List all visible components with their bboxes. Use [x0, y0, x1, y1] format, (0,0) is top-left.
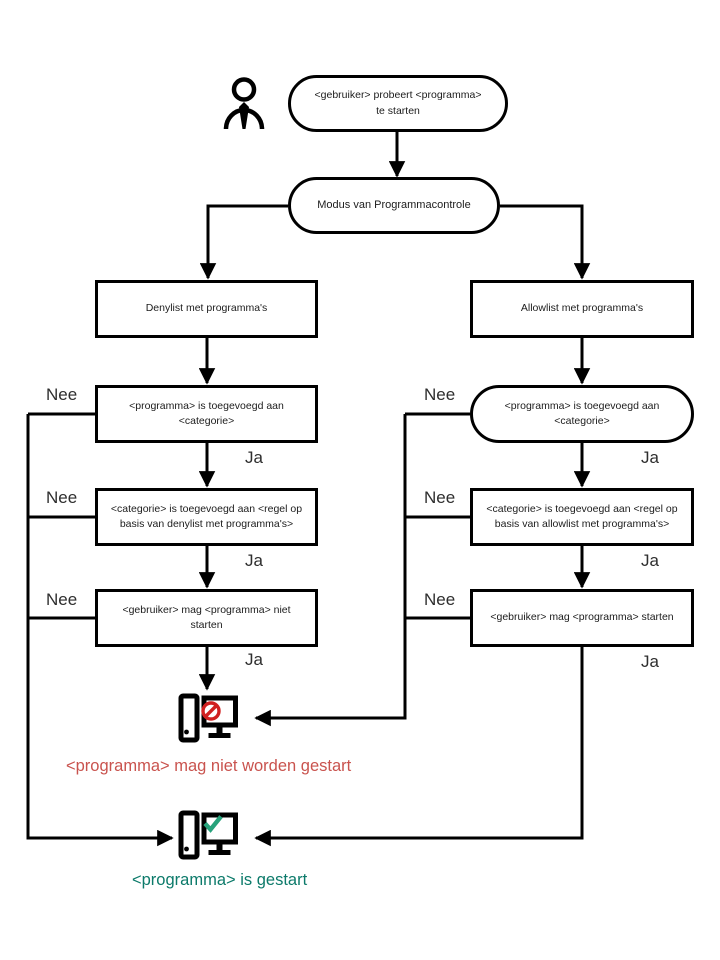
- node-deny-category-in-rule-label: <categorie> is toegevoegd aan <regel op basis van denylist met programma's>: [110, 502, 303, 530]
- node-mode: [288, 177, 500, 234]
- node-denylist-label: Denylist met programma's: [145, 302, 268, 315]
- node-allow-program-in-category-label: <programma> is toegevoegd aan <categorie>: [504, 399, 660, 427]
- node-denylist: [95, 280, 318, 338]
- prohibition-icon: [203, 703, 219, 719]
- edge-label-nee-allow-3: Nee: [424, 590, 456, 609]
- node-allow-user-verdict-label: <gebruiker> mag <programma> starten: [490, 611, 674, 624]
- node-deny-user-verdict: [95, 589, 318, 647]
- edge-label-ja-deny-1: Ja: [245, 448, 263, 467]
- blocked-result-text: <programma> mag niet worden gestart: [66, 757, 352, 775]
- node-deny-program-in-category-label: <programma> is toegevoegd aan <categorie>: [129, 399, 284, 427]
- node-deny-user-verdict-label: <gebruiker> mag <programma> niet starten: [122, 603, 291, 631]
- computer-blocked-icon: [178, 693, 238, 745]
- edge-label-ja-allow-2: Ja: [641, 551, 659, 570]
- user-icon: [222, 76, 266, 132]
- edge-label-nee-allow-2: Nee: [424, 488, 456, 507]
- node-deny-program-in-category: [95, 385, 318, 443]
- node-start: [288, 75, 508, 132]
- node-allow-category-in-rule-label: <categorie> is toegevoegd aan <regel op basis van allowlist met programma's>: [486, 502, 678, 530]
- node-allow-user-verdict: [470, 589, 694, 647]
- computer-started-icon: [178, 810, 238, 862]
- node-allowlist-label: Allowlist met programma's: [520, 302, 644, 315]
- edge-label-ja-deny-2: Ja: [245, 551, 263, 570]
- edge-label-ja-allow-3: Ja: [641, 652, 659, 671]
- node-allow-category-in-rule: [470, 488, 694, 546]
- edge-label-nee-deny-1: Nee: [46, 385, 78, 404]
- edge-label-nee-deny-3: Nee: [46, 590, 78, 609]
- edge-label-ja-deny-3: Ja: [245, 650, 263, 669]
- edge-label-nee-allow-1: Nee: [424, 385, 456, 404]
- node-start-label: <gebruiker> probeert <programma> te starten: [314, 89, 482, 117]
- edge-label-nee-deny-2: Nee: [46, 488, 78, 507]
- edge-label-ja-allow-1: Ja: [641, 448, 659, 467]
- node-mode-label: Modus van Programmacontrole: [317, 198, 471, 211]
- node-allowlist: [470, 280, 694, 338]
- started-result-text: <programma> is gestart: [132, 871, 308, 889]
- node-allow-program-in-category: [470, 385, 694, 443]
- node-deny-category-in-rule: [95, 488, 318, 546]
